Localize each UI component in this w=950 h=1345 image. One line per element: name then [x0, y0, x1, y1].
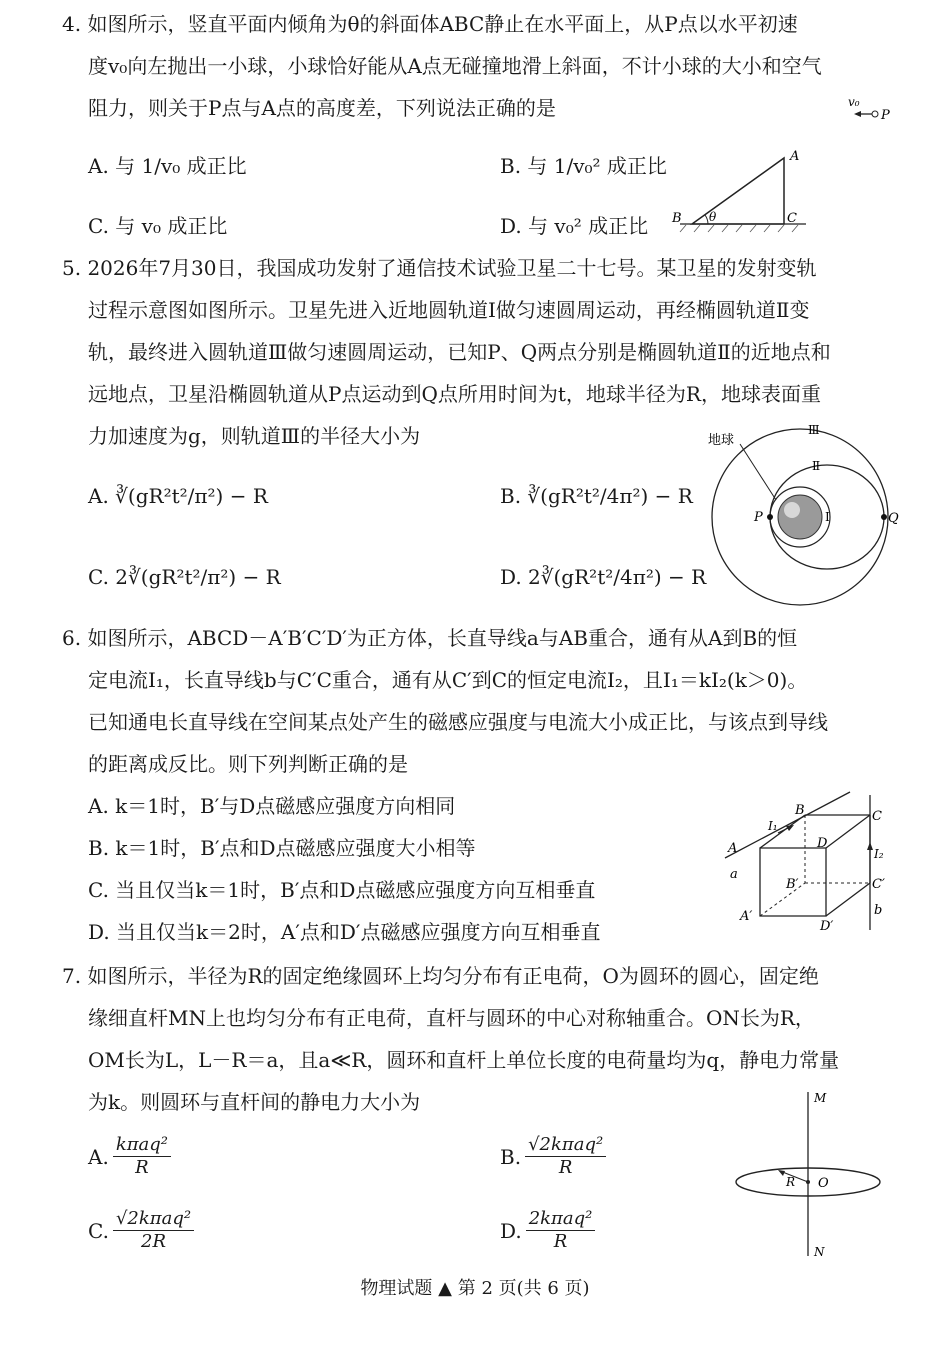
- q5-line-2: 过程示意图如图所示。卫星先进入近地圆轨道Ⅰ做匀速圆周运动，再经椭圆轨道Ⅱ变: [88, 298, 810, 322]
- q5-line-1: 5. 2026年7月30日，我国成功发射了通信技术试验卫星二十七号。某卫星的发射变轨: [62, 256, 817, 280]
- q4-incline-figure: [660, 92, 900, 242]
- q7-ring-rod-figure: [730, 1088, 890, 1263]
- q7-radius-arrow-head: [778, 1170, 785, 1176]
- q6-label-a1: A′: [740, 909, 753, 924]
- q7-line-3: OM长为L，L－R＝a，且a≪R，圆环和直杆上单位长度的电荷量均为q，静电力常量: [88, 1048, 840, 1072]
- q6-label-i2: I₂: [874, 847, 884, 861]
- q7-line-4: 为k。则圆环与直杆间的静电力大小为: [88, 1090, 421, 1114]
- q4-label-c: C: [787, 211, 797, 226]
- q5-label-earth: 地球: [708, 433, 735, 448]
- q7-option-b: [500, 1134, 606, 1179]
- q6-label-b1: B′: [786, 877, 799, 892]
- q7-line-2: 缘细直杆MN上也均匀分布有正电荷，直杆与圆环的中心对称轴重合。ON长为R，: [88, 1006, 815, 1030]
- q6-label-i1: I₁: [768, 819, 778, 833]
- q5-earth: [778, 495, 822, 539]
- q5-option-c: C. 2∛(gR²t²/π²) − R: [88, 565, 281, 589]
- q6-i2-arrow-head: [867, 842, 873, 850]
- q7-option-a-label: A.: [88, 1144, 109, 1169]
- q4-line-1: 4. 如图所示，竖直平面内倾角为θ的斜面体ABC静止在水平面上，从P点以水平初速: [62, 12, 798, 36]
- page-footer: 物理试题 ▲ 第 2 页(共 6 页): [360, 1278, 590, 1299]
- q4-line-2: 度v₀向左抛出一小球，小球恰好能从A点无碰撞地滑上斜面，不计小球的大小和空气: [88, 54, 822, 78]
- q6-option-d: D. 当且仅当k＝2时，A′点和D′点磁感应强度方向互相垂直: [88, 920, 601, 944]
- q4-label-theta: θ: [709, 210, 717, 224]
- q6-line-2: 定电流I₁，长直导线b与C′C重合，通有从C′到C的恒定电流I₂，且I₁＝kI₂(k＞0)。: [88, 668, 808, 692]
- q4-incline-triangle: [692, 158, 784, 224]
- q5-label-p: P: [754, 510, 763, 525]
- q7-option-a-denominator: R: [135, 1157, 149, 1178]
- q4-point-p: [872, 111, 878, 117]
- q7-option-c-numerator: √2kπaq²: [113, 1208, 194, 1231]
- q5-earth-pointer: [740, 444, 776, 500]
- q5-line-5: 力加速度为g，则轨道Ⅲ的半径大小为: [88, 424, 421, 448]
- q4-ground-hatch: [680, 225, 798, 232]
- q4-label-v0: v₀: [848, 95, 860, 109]
- q7-option-c: [88, 1208, 194, 1253]
- q5-option-d: D. 2∛(gR²t²/4π²) − R: [500, 565, 707, 589]
- q5-point-q: [881, 514, 887, 520]
- q5-label-orbit1: Ⅰ: [825, 510, 830, 524]
- q6-line-4: 的距离成反比。则下列判断正确的是: [88, 752, 408, 776]
- q6-label-wire-a: a: [730, 867, 738, 882]
- q6-label-c1: C′: [872, 877, 885, 892]
- q5-option-a: A. ∛(gR²t²/π²) − R: [88, 484, 268, 508]
- q4-line-3: 阻力，则关于P点与A点的高度差，下列说法正确的是: [88, 96, 556, 120]
- q7-option-c-fraction: [113, 1208, 194, 1253]
- q6-cube-figure: [720, 790, 900, 950]
- q7-option-b-numerator: √2kπaq²: [525, 1134, 606, 1157]
- q4-angle-arc: [705, 215, 708, 224]
- q6-label-wire-b: b: [874, 903, 883, 918]
- q7-option-a-fraction: [113, 1134, 171, 1179]
- q5-label-orbit2: Ⅱ: [812, 459, 821, 473]
- q6-option-c: C. 当且仅当k＝1时，B′点和D点磁感应强度方向互相垂直: [88, 878, 596, 902]
- q5-line-3: 轨，最终进入圆轨道Ⅲ做匀速圆周运动，已知P、Q两点分别是椭圆轨道Ⅱ的近地点和: [88, 340, 831, 364]
- q7-label-m: M: [814, 1091, 827, 1105]
- q4-option-b: B. 与 1/v₀² 成正比: [500, 154, 667, 178]
- q7-option-b-denominator: R: [558, 1157, 573, 1178]
- q6-label-d1: D′: [820, 919, 834, 934]
- q6-line-3: 已知通电长直导线在空间某点处产生的磁感应强度与电流大小成正比，与该点到导线: [88, 710, 828, 734]
- q7-option-d-denominator: R: [553, 1231, 568, 1252]
- q6-option-b: B. k＝1时，B′点和D点磁感应强度大小相等: [88, 836, 476, 860]
- q5-option-b: B. ∛(gR²t²/4π²) − R: [500, 484, 693, 508]
- q7-line-1: 7. 如图所示，半径为R的固定绝缘圆环上均匀分布有正电荷，O为圆环的圆心，固定绝: [62, 964, 819, 988]
- q5-orbit-figure: [700, 420, 900, 610]
- q7-option-c-denominator: 2R: [141, 1231, 167, 1252]
- q4-option-a: A. 与 1/v₀ 成正比: [88, 154, 247, 178]
- q4-label-b: B: [672, 211, 682, 226]
- q4-arrow-head: [854, 111, 861, 117]
- q5-earth-highlight: [784, 502, 800, 518]
- q5-line-4: 远地点，卫星沿椭圆轨道从P点运动到Q点所用时间为t，地球半径为R，地球表面重: [88, 382, 821, 406]
- q5-label-orbit3: Ⅲ: [808, 423, 820, 437]
- q5-label-q: Q: [888, 511, 899, 526]
- q4-option-c: C. 与 v₀ 成正比: [88, 214, 228, 238]
- q4-option-d: D. 与 v₀² 成正比: [500, 214, 649, 238]
- q7-option-b-label: B.: [500, 1144, 522, 1169]
- q4-label-p: P: [881, 108, 890, 123]
- q7-label-o: O: [818, 1176, 829, 1191]
- q6-label-c: C: [872, 809, 882, 824]
- q7-option-b-fraction: [525, 1134, 606, 1179]
- q4-label-a: A: [790, 149, 800, 164]
- q7-option-d-label: D.: [500, 1218, 522, 1243]
- q7-option-a-numerator: kπaq²: [113, 1134, 171, 1157]
- q7-label-r: R: [786, 1175, 796, 1189]
- q7-option-d-numerator: 2kπaq²: [526, 1208, 596, 1231]
- q7-option-d: [500, 1208, 595, 1253]
- q6-label-b: B: [795, 803, 805, 818]
- q5-point-p: [767, 514, 773, 520]
- q6-label-d: D: [817, 836, 828, 851]
- q7-option-a: [88, 1134, 171, 1179]
- q6-line-1: 6. 如图所示，ABCD－A′B′C′D′为正方体，长直导线a与AB重合，通有从A到B的恒: [62, 626, 798, 650]
- q7-option-d-fraction: [526, 1208, 596, 1253]
- q6-label-a: A: [728, 841, 738, 856]
- q6-option-a: A. k＝1时，B′与D点磁感应强度方向相同: [88, 794, 456, 818]
- q7-option-c-label: C.: [88, 1218, 109, 1243]
- q7-label-n: N: [814, 1245, 825, 1259]
